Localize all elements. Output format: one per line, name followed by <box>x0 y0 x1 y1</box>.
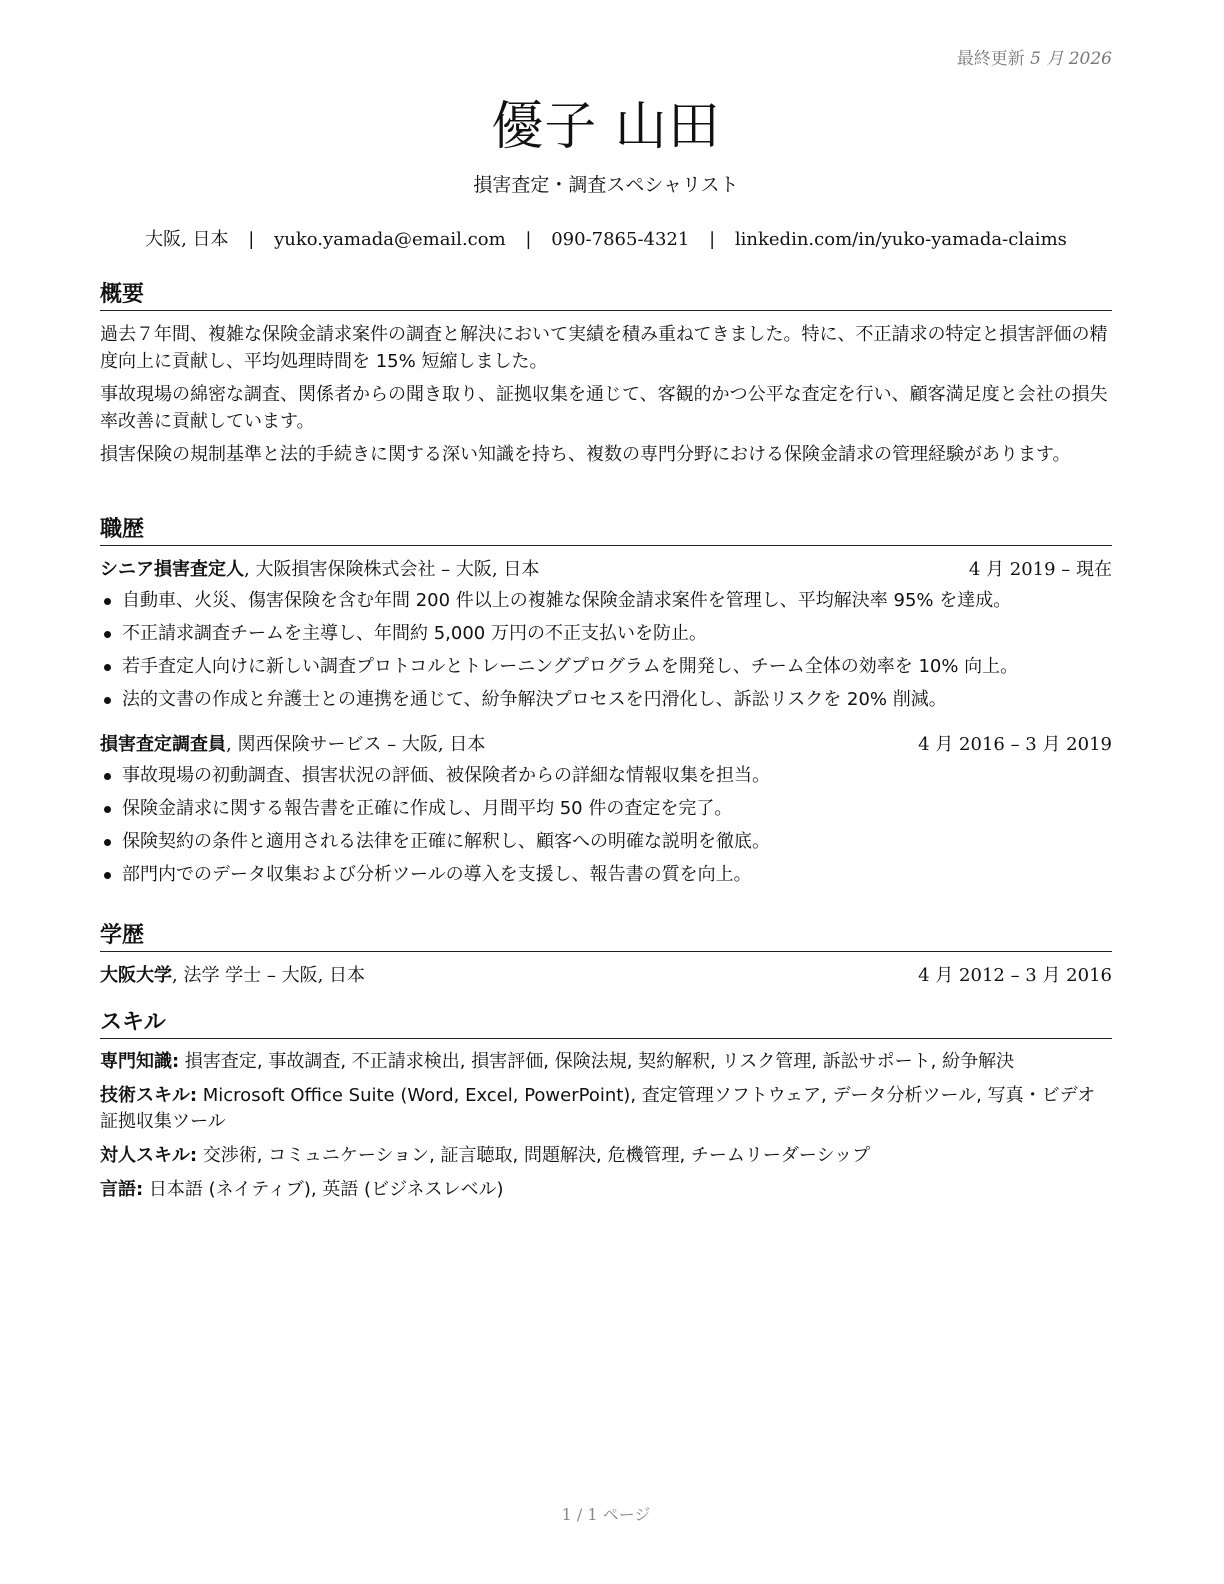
skill-line <box>100 1177 1112 1203</box>
summary-paragraph: 損害保険の規制基準と法的手続きに関する深い知識を持ち、複数の専門分野における保険金請求の管理経験があります。 <box>100 444 1071 465</box>
section-title-summary: 概要 <box>100 277 1112 311</box>
list-item: 若手査定人向けに新しい調査プロトコルとトレーニングプログラムを開発し、チーム全体の効率を 10% 向上。 <box>100 653 1112 680</box>
skill-label: 専門知識: <box>100 1051 180 1072</box>
summary-paragraph: 過去７年間、複雑な保険金請求案件の調査と解決において実績を積み重ねてきました。特に、不正請求の特定と損害評価の精度向上に貢献し、平均処理時間を 15% 短縮しました。 <box>100 324 1108 372</box>
last-updated-label: 最終更新 <box>956 49 1025 69</box>
candidate-headline: 損害査定・調査スペシャリスト <box>473 174 739 196</box>
list-item: 不正請求調査チームを主導し、年間約 5,000 万円の不正支払いを防止。 <box>100 620 1112 647</box>
education-dates: 4 月 2012 – 3 月 2016 <box>918 965 1112 986</box>
experience-section <box>100 512 1112 894</box>
summary-paragraph: 事故現場の綿密な調査、関係者からの聞き取り、証拠収集を通じて、客観的かつ公平な査定を行い、顧客満足度と会社の損失率改善に貢献しています。 <box>100 384 1108 432</box>
contact-line <box>100 225 1112 251</box>
skill-line <box>100 1083 1112 1135</box>
contact-separator: | <box>525 229 532 250</box>
list-item: 部門内でのデータ収集および分析ツールの導入を支援し、報告書の質を向上。 <box>100 861 1112 888</box>
section-title-skills: スキル <box>100 1005 1112 1039</box>
skill-value: 日本語 (ネイティブ), 英語 (ビジネスレベル) <box>143 1179 504 1200</box>
job-dates: 4 月 2016 – 3 月 2019 <box>918 734 1112 755</box>
job-role: シニア損害査定人 <box>100 559 244 580</box>
summary-section <box>100 277 1112 474</box>
skill-label: 対人スキル: <box>100 1145 198 1166</box>
job-entry <box>100 731 1112 888</box>
contact-email[interactable]: yuko.yamada@email.com <box>274 229 506 250</box>
section-title-experience: 職歴 <box>100 512 1112 546</box>
skill-value: Microsoft Office Suite (Word, Excel, PowerPoint), 査定管理ソフトウェア, データ分析ツール, 写真・ビデオ証拠収集ツール <box>100 1085 1096 1132</box>
job-company: , 関西保険サービス – 大阪, 日本 <box>226 734 486 755</box>
candidate-name: 優子 山田 <box>491 97 721 157</box>
skill-line <box>100 1049 1112 1075</box>
education-entry <box>100 962 1112 989</box>
list-item: 事故現場の初動調査、損害状況の評価、被保険者からの詳細な情報収集を担当。 <box>100 762 1112 789</box>
job-dates: 4 月 2019 – 現在 <box>968 559 1112 580</box>
skill-value: 損害査定, 事故調査, 不正請求検出, 損害評価, 保険法規, 契約解釈, リスク管理, 訴訟サポート, 紛争解決 <box>179 1051 1015 1072</box>
job-bullets <box>100 762 1112 888</box>
skill-value: 交渉術, コミュニケーション, 証言聴取, 問題解決, 危機管理, チームリーダーシップ <box>197 1145 871 1166</box>
list-item: 保険契約の条件と適用される法律を正確に解釈し、顧客への明確な説明を徹底。 <box>100 828 1112 855</box>
contact-separator: | <box>248 229 255 250</box>
job-header <box>100 556 1112 583</box>
last-updated <box>957 44 1112 69</box>
resume-page <box>100 0 1112 1584</box>
list-item: 保険金請求に関する報告書を正確に作成し、月間平均 50 件の査定を完了。 <box>100 795 1112 822</box>
job-bullets <box>100 587 1112 713</box>
contact-location: 大阪, 日本 <box>145 229 229 250</box>
job-entry <box>100 556 1112 713</box>
job-header <box>100 731 1112 758</box>
list-item: 自動車、火災、傷害保険を含む年間 200 件以上の複雑な保険金請求案件を管理し、平均解決率 95% を達成。 <box>100 587 1112 614</box>
education-school: 大阪大学 <box>100 965 172 986</box>
skills-section <box>100 1005 1112 1211</box>
education-section <box>100 918 1112 989</box>
last-updated-date: 5 月 2026 <box>1030 49 1112 69</box>
list-item: 法的文書の作成と弁護士との連携を通じて、紛争解決プロセスを円滑化し、訴訟リスクを 20% 削減。 <box>100 686 1112 713</box>
contact-separator: | <box>709 229 716 250</box>
job-company: , 大阪損害保険株式会社 – 大阪, 日本 <box>244 559 540 580</box>
contact-phone: 090-7865-4321 <box>551 229 690 250</box>
skill-label: 技術スキル: <box>100 1085 198 1106</box>
page-indicator: 1 / 1 ページ <box>561 1505 651 1524</box>
skill-label: 言語: <box>100 1179 144 1200</box>
skill-line <box>100 1143 1112 1169</box>
section-title-education: 学歴 <box>100 918 1112 952</box>
education-degree: , 法学 学士 – 大阪, 日本 <box>172 965 366 986</box>
contact-linkedin[interactable]: linkedin.com/in/yuko-yamada-claims <box>734 229 1067 250</box>
job-role: 損害査定調査員 <box>100 734 226 755</box>
